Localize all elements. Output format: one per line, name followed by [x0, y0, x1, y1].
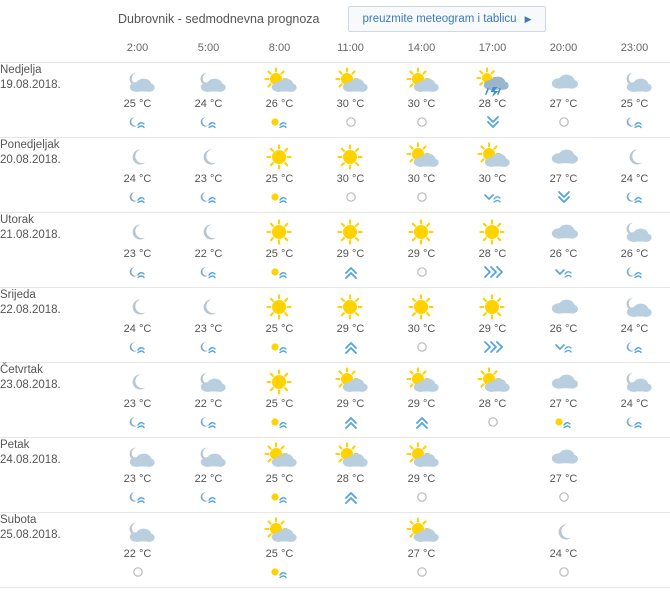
forecast-slot [315, 288, 386, 363]
wind-calm-moon-icon [126, 488, 150, 506]
wind-circle-icon [552, 113, 576, 131]
forecast-slot [386, 438, 457, 513]
weather-cloud-icon [547, 444, 581, 470]
wind-calm-sun-icon [268, 113, 292, 131]
weather-moon-icon [192, 219, 226, 245]
wind-chevron-up-icon [339, 338, 363, 356]
hour-header-6: 20:00 [528, 38, 599, 63]
temperature-value: 30 °C [407, 323, 436, 335]
forecast-slot [315, 63, 386, 138]
meteogram-button-label: preuzmite meteogram i tablicu [362, 13, 517, 25]
day-cell [0, 213, 102, 288]
wind-calm-moon-icon [623, 413, 647, 431]
temperature-value: 26 °C [620, 248, 649, 260]
wind-circle-icon [552, 488, 576, 506]
wind-chevron-up-icon [339, 488, 363, 506]
wind-double-chevron-down-icon [552, 188, 576, 206]
wind-calm-moon-icon [197, 413, 221, 431]
temperature-value: 23 °C [194, 323, 223, 335]
meteogram-button[interactable] [348, 6, 547, 32]
forecast-slot [599, 213, 670, 288]
forecast-slot [102, 138, 173, 213]
wind-circle-icon [410, 563, 434, 581]
forecast-slot [457, 213, 528, 288]
wind-calm-sun-icon [268, 413, 292, 431]
temperature-value: 22 °C [194, 398, 223, 410]
forecast-slot [386, 213, 457, 288]
weather-moon-icon [121, 294, 155, 320]
forecast-slot [315, 363, 386, 438]
temperature-value: 28 °C [478, 248, 507, 260]
wind-circle-icon [410, 263, 434, 281]
wind-circle-icon [126, 563, 150, 581]
temperature-value: 29 °C [336, 248, 365, 260]
day-name: Utorak [0, 214, 34, 226]
weather-sun-cloud-icon [476, 144, 510, 170]
temperature-value: 27 °C [549, 173, 578, 185]
hour-header-3: 11:00 [315, 38, 386, 63]
wind-calm-sun-icon [268, 188, 292, 206]
forecast-slot [102, 363, 173, 438]
weather-moon-cloud-icon [192, 369, 226, 395]
wind-chevron-down-sun-icon [552, 338, 576, 356]
temperature-value: 28 °C [478, 398, 507, 410]
hour-header-4: 14:00 [386, 38, 457, 63]
forecast-slot [102, 213, 173, 288]
weather-sun-cloud-icon [476, 369, 510, 395]
wind-calm-moon-icon [126, 413, 150, 431]
forecast-slot [244, 63, 315, 138]
day-name: Srijeda [0, 289, 36, 301]
forecast-slot [528, 63, 599, 138]
forecast-slot [386, 363, 457, 438]
day-cell [0, 63, 102, 138]
forecast-day-row [0, 63, 670, 138]
wind-chevron-down-sun-icon [552, 263, 576, 281]
forecast-slot [599, 513, 670, 588]
weather-sun-icon [476, 219, 510, 245]
forecast-slot [315, 438, 386, 513]
forecast-slot [528, 213, 599, 288]
temperature-value: 24 °C [123, 173, 152, 185]
day-cell [0, 138, 102, 213]
wind-chevron-up-icon [339, 263, 363, 281]
temperature-value: 27 °C [549, 98, 578, 110]
forecast-slot [102, 288, 173, 363]
forecast-slot [599, 63, 670, 138]
hour-header-0: 2:00 [102, 38, 173, 63]
wind-circle-icon [410, 488, 434, 506]
forecast-slot [457, 438, 528, 513]
wind-calm-moon-icon [126, 338, 150, 356]
weather-moon-cloud-icon [192, 444, 226, 470]
hour-header-7: 23:00 [599, 38, 670, 63]
temperature-value: 28 °C [336, 473, 365, 485]
forecast-slot [457, 513, 528, 588]
hour-header-1: 5:00 [173, 38, 244, 63]
weather-sun-icon [263, 144, 297, 170]
forecast-slot [599, 138, 670, 213]
temperature-value: 22 °C [194, 473, 223, 485]
forecast-slot [244, 513, 315, 588]
forecast-slot [102, 438, 173, 513]
forecast-slot [244, 138, 315, 213]
day-name: Petak [0, 439, 30, 451]
temperature-value: 26 °C [265, 98, 294, 110]
day-name: Četvrtak [0, 364, 43, 376]
temperature-value: 23 °C [123, 473, 152, 485]
temperature-value: 25 °C [123, 98, 152, 110]
wind-circle-icon [410, 113, 434, 131]
forecast-slot [599, 288, 670, 363]
weather-moon-cloud-icon [618, 69, 652, 95]
weather-moon-icon [192, 294, 226, 320]
wind-calm-moon-icon [197, 338, 221, 356]
forecast-slot [386, 138, 457, 213]
weather-sun-icon [334, 294, 368, 320]
temperature-value: 27 °C [549, 398, 578, 410]
page-title: Dubrovnik - sedmodnevna prognoza [118, 12, 320, 26]
wind-calm-sun-icon [268, 263, 292, 281]
forecast-slot [173, 288, 244, 363]
temperature-value: 25 °C [265, 473, 294, 485]
temperature-value: 23 °C [123, 248, 152, 260]
forecast-slot [244, 363, 315, 438]
wind-calm-sun-icon [268, 488, 292, 506]
forecast-slot [173, 513, 244, 588]
temperature-value: 28 °C [478, 98, 507, 110]
weather-sun-cloud-icon [405, 444, 439, 470]
hour-header-2: 8:00 [244, 38, 315, 63]
weather-sun-cloud-icon [405, 69, 439, 95]
temperature-value: 23 °C [123, 398, 152, 410]
forecast-slot [599, 438, 670, 513]
temperature-value: 30 °C [336, 173, 365, 185]
forecast-slot [244, 213, 315, 288]
wind-circle-icon [552, 563, 576, 581]
wind-circle-icon [410, 188, 434, 206]
day-date: 23.08.2018. [0, 379, 61, 391]
temperature-value: 26 °C [549, 248, 578, 260]
temperature-value: 24 °C [620, 398, 649, 410]
forecast-table [0, 38, 670, 588]
forecast-slot [244, 438, 315, 513]
day-date: 19.08.2018. [0, 79, 61, 91]
forecast-slot [173, 363, 244, 438]
weather-sun-cloud-icon [405, 369, 439, 395]
forecast-slot [528, 363, 599, 438]
wind-calm-sun-icon [552, 413, 576, 431]
day-date: 24.08.2018. [0, 454, 61, 466]
weather-moon-icon [121, 144, 155, 170]
temperature-value: 25 °C [265, 398, 294, 410]
temperature-value: 26 °C [549, 323, 578, 335]
weather-cloud-icon [547, 294, 581, 320]
weather-sun-icon [334, 219, 368, 245]
temperature-value: 25 °C [265, 548, 294, 560]
forecast-slot [386, 288, 457, 363]
weather-moon-icon [121, 369, 155, 395]
forecast-slot [528, 513, 599, 588]
day-cell [0, 438, 102, 513]
weather-sun-cloud-icon [263, 69, 297, 95]
wind-calm-moon-icon [197, 188, 221, 206]
wind-calm-moon-icon [623, 188, 647, 206]
forecast-slot [457, 363, 528, 438]
forecast-slot [315, 138, 386, 213]
wind-calm-moon-icon [623, 338, 647, 356]
forecast-slot [244, 288, 315, 363]
wind-calm-moon-icon [197, 263, 221, 281]
weather-cloud-icon [547, 219, 581, 245]
temperature-value: 24 °C [123, 323, 152, 335]
wind-calm-moon-icon [197, 488, 221, 506]
wind-chevron-down-sun-icon [481, 188, 505, 206]
day-date: 25.08.2018. [0, 529, 61, 541]
hour-header-5: 17:00 [457, 38, 528, 63]
wind-calm-moon-icon [623, 113, 647, 131]
temperature-value: 27 °C [407, 548, 436, 560]
temperature-value: 25 °C [265, 323, 294, 335]
temperature-value: 24 °C [549, 548, 578, 560]
forecast-slot [457, 63, 528, 138]
temperature-value: 22 °C [194, 248, 223, 260]
weather-cloud-icon [547, 144, 581, 170]
weather-moon-cloud-icon [618, 294, 652, 320]
day-cell [0, 513, 102, 588]
temperature-value: 24 °C [620, 173, 649, 185]
weather-moon-cloud-icon [618, 219, 652, 245]
forecast-slot [102, 63, 173, 138]
wind-calm-sun-icon [268, 563, 292, 581]
forecast-slot [173, 138, 244, 213]
page-header [0, 0, 600, 38]
weather-sun-icon [405, 294, 439, 320]
wind-triple-chevron-right-icon [481, 338, 505, 356]
weather-storm-icon [476, 69, 510, 95]
weather-sun-cloud-icon [334, 369, 368, 395]
wind-calm-moon-icon [126, 263, 150, 281]
day-cell [0, 363, 102, 438]
temperature-value: 30 °C [336, 98, 365, 110]
wind-calm-moon-icon [126, 113, 150, 131]
wind-calm-sun-icon [268, 338, 292, 356]
forecast-day-row [0, 363, 670, 438]
forecast-slot [315, 513, 386, 588]
temperature-value: 29 °C [478, 323, 507, 335]
weather-sun-cloud-icon [263, 444, 297, 470]
day-date: 20.08.2018. [0, 154, 61, 166]
weather-sun-icon [263, 294, 297, 320]
weather-sun-icon [263, 219, 297, 245]
temperature-value: 25 °C [265, 248, 294, 260]
temperature-value: 22 °C [123, 548, 152, 560]
wind-calm-moon-icon [126, 188, 150, 206]
table-body [0, 63, 670, 588]
forecast-slot [457, 288, 528, 363]
temperature-value: 29 °C [407, 398, 436, 410]
wind-circle-icon [481, 413, 505, 431]
day-date: 21.08.2018. [0, 229, 61, 241]
wind-calm-moon-icon [623, 263, 647, 281]
wind-chevron-up-icon [410, 413, 434, 431]
wind-circle-icon [410, 338, 434, 356]
forecast-slot [457, 138, 528, 213]
wind-calm-moon-icon [197, 113, 221, 131]
weather-sun-cloud-icon [334, 69, 368, 95]
weather-moon-icon [121, 219, 155, 245]
forecast-slot [173, 213, 244, 288]
weather-sun-cloud-icon [405, 144, 439, 170]
weather-moon-cloud-icon [618, 369, 652, 395]
weather-cloud-icon [547, 69, 581, 95]
temperature-value: 24 °C [194, 98, 223, 110]
temperature-value: 30 °C [478, 173, 507, 185]
forecast-slot [386, 513, 457, 588]
temperature-value: 25 °C [265, 173, 294, 185]
day-name: Subota [0, 514, 37, 526]
forecast-day-row [0, 513, 670, 588]
weather-cloud-icon [547, 369, 581, 395]
weather-moon-icon [547, 519, 581, 545]
temperature-value: 24 °C [620, 323, 649, 335]
weather-sun-icon [405, 219, 439, 245]
day-column-header [0, 38, 102, 63]
wind-circle-icon [339, 113, 363, 131]
forecast-day-row [0, 213, 670, 288]
weather-sun-cloud-icon [263, 519, 297, 545]
weather-sun-cloud-icon [405, 519, 439, 545]
table-header [0, 38, 670, 63]
forecast-slot [102, 513, 173, 588]
forecast-slot [315, 213, 386, 288]
temperature-value: 30 °C [407, 173, 436, 185]
temperature-value: 30 °C [407, 98, 436, 110]
weather-sun-icon [334, 144, 368, 170]
day-cell [0, 288, 102, 363]
wind-chevron-up-icon [339, 413, 363, 431]
weather-sun-icon [476, 294, 510, 320]
forecast-slot [173, 63, 244, 138]
day-name: Nedjelja [0, 64, 42, 76]
forecast-slot [386, 63, 457, 138]
day-name: Ponedjeljak [0, 139, 60, 151]
forecast-slot [599, 363, 670, 438]
wind-circle-icon [339, 188, 363, 206]
forecast-slot [173, 438, 244, 513]
weather-moon-icon [192, 144, 226, 170]
wind-double-chevron-down-icon [481, 113, 505, 131]
weather-moon-cloud-icon [192, 69, 226, 95]
temperature-value: 29 °C [407, 473, 436, 485]
weather-moon-cloud-icon [121, 444, 155, 470]
forecast-day-row [0, 438, 670, 513]
forecast-slot [528, 138, 599, 213]
day-date: 22.08.2018. [0, 304, 61, 316]
forecast-day-row [0, 138, 670, 213]
temperature-value: 25 °C [620, 98, 649, 110]
temperature-value: 29 °C [336, 398, 365, 410]
temperature-value: 23 °C [194, 173, 223, 185]
temperature-value: 29 °C [336, 323, 365, 335]
temperature-value: 27 °C [549, 473, 578, 485]
weather-moon-cloud-icon [121, 69, 155, 95]
forecast-day-row [0, 288, 670, 363]
wind-triple-chevron-right-icon [481, 263, 505, 281]
forecast-slot [528, 438, 599, 513]
weather-sun-cloud-icon [334, 444, 368, 470]
play-arrow-icon: ▶ [524, 13, 532, 24]
weather-moon-icon [618, 144, 652, 170]
weather-moon-cloud-icon [121, 519, 155, 545]
forecast-slot [528, 288, 599, 363]
weather-sun-icon [263, 369, 297, 395]
temperature-value: 29 °C [407, 248, 436, 260]
